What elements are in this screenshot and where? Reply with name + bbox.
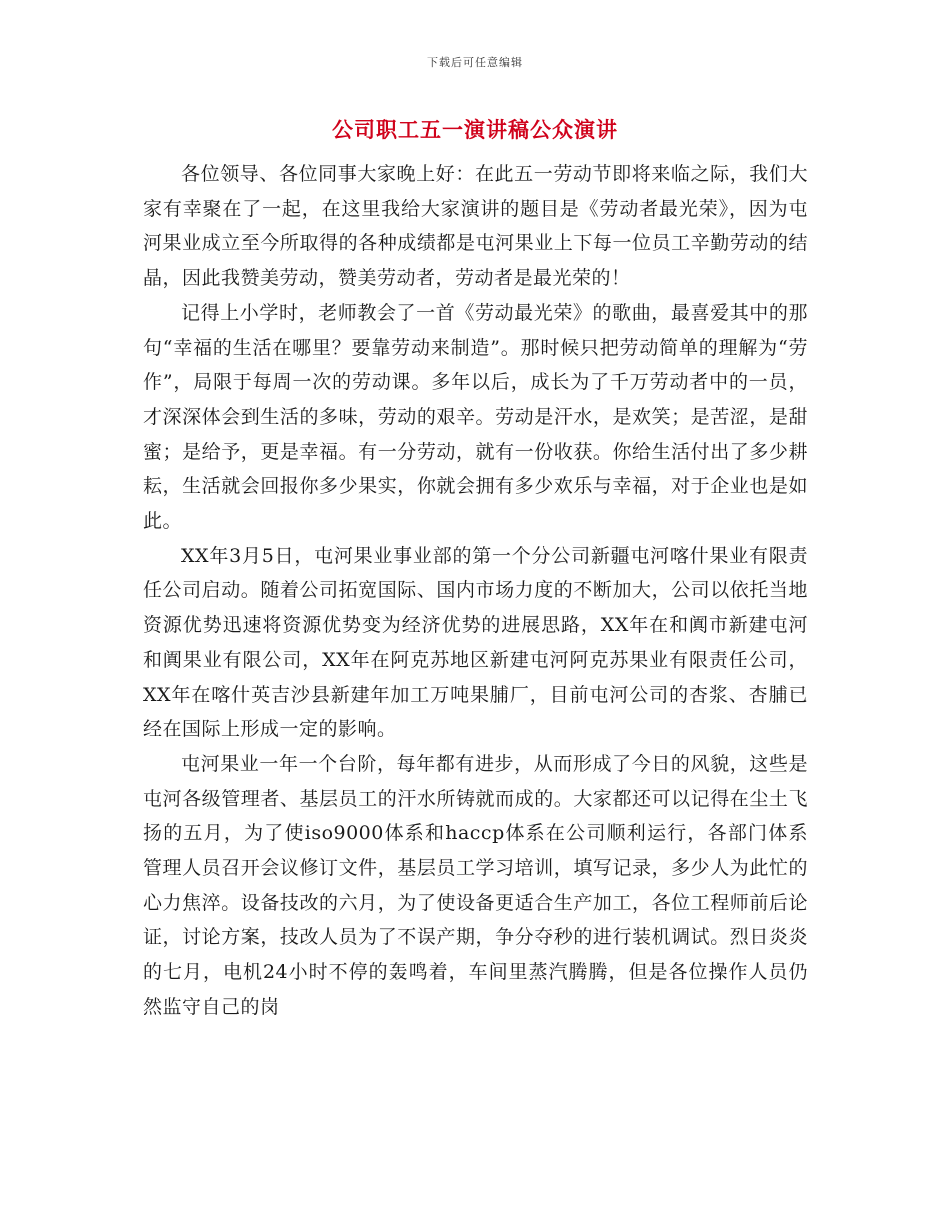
paragraph-1: 各位领导、各位同事大家晚上好：在此五一劳动节即将来临之际，我们大家有幸聚在了一起，在这里我给大家演讲的题目是《劳动者最光荣》，因为屯河果业成立至今所取得的各种成绩都是屯河果业上下每一位员工辛勤劳动的结晶，因此我赞美劳动，赞美劳动者，劳动者是最光荣的！	[143, 163, 808, 290]
paragraph-2: 记得上小学时，老师教会了一首《劳动最光荣》的歌曲，最喜爱其中的那句“幸福的生活在哪里？要靠劳动来制造”。那时候只把劳动简单的理解为“劳作”，局限于每周一次的劳动课。多年以后，成长为了千万劳动者中的一员，才深深体会到生活的多味，劳动的艰辛。劳动是汗水，是欢笑；是苦涩，是甜蜜；是给予，更是幸福。有一分劳动，就有一份收获。你给生活付出了多少耕耘，生活就会回报你多少果实，你就会拥有多少欢乐与幸福，对于企业也是如此。	[143, 301, 808, 533]
header-note: 下载后可任意编辑	[427, 56, 523, 69]
paragraph-4: 屯河果业一年一个台阶，每年都有进步，从而形成了今日的风貌，这些是屯河各级管理者、基层员工的汗水所铸就而成的。大家都还可以记得在尘土飞扬的五月，为了使iso9000体系和haccp体系在公司顺利运行，各部门体系管理人员召开会议修订文件，基层员工学习培训，填写记录，多少人为此忙的心力焦淬。设备技改的六月，为了使设备更适合生产加工，各位工程师前后论证，讨论方案，技改人员为了不误产期，争分夺秒的进行装机调试。烈日炎炎的七月，电机24小时不停的轰鸣着，车间里蒸汽腾腾，但是各位操作人员仍然监守自己的岗	[143, 752, 808, 1018]
document-title: 公司职工五一演讲稿公众演讲	[332, 117, 618, 142]
document-body	[143, 157, 808, 1025]
paragraph-3: XX年3月5日，屯河果业事业部的第一个分公司新疆屯河喀什果业有限责任公司启动。随着公司拓宽国际、国内市场力度的不断加大，公司以依托当地资源优势迅速将资源优势变为经济优势的进展思路，XX年在和阗市新建屯河和阗果业有限公司，XX年在阿克苏地区新建屯河阿克苏果业有限责任公司，XX年在喀什英吉沙县新建年加工万吨果脯厂，目前屯河公司的杏浆、杏脯已经在国际上形成一定的影响。	[143, 544, 808, 741]
